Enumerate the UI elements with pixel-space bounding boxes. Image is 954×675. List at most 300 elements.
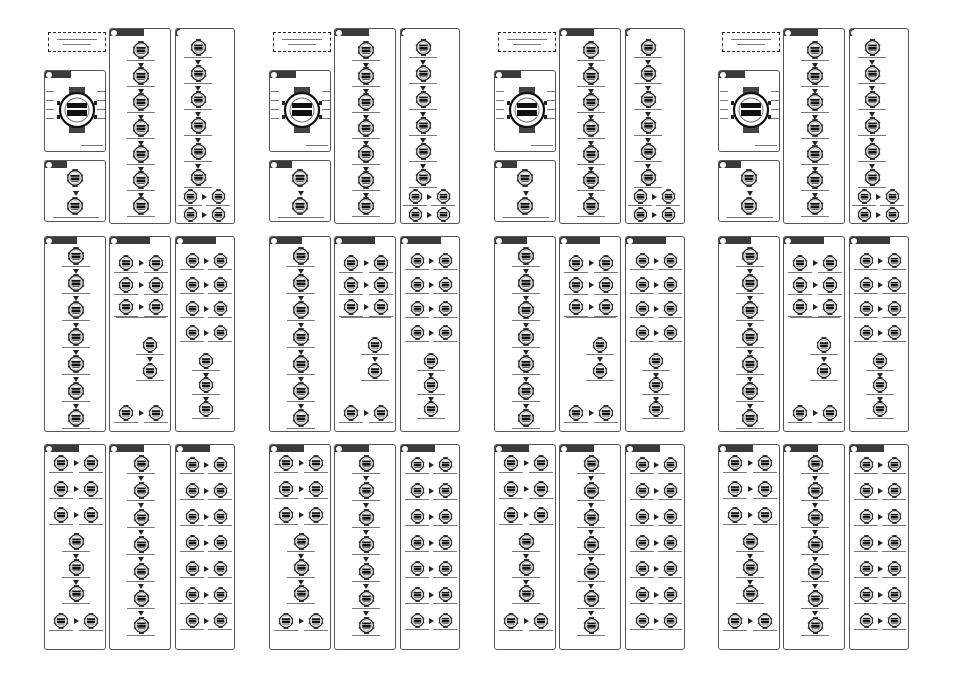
- panel-header: [45, 71, 71, 78]
- digital-watch-face-icon: [741, 328, 759, 346]
- panel-header: [495, 445, 529, 452]
- caption-line: [566, 317, 616, 318]
- digital-watch-face-icon: [358, 509, 375, 526]
- light-panel: [559, 444, 621, 650]
- caption-line: [790, 317, 840, 318]
- digital-watch-face-icon: [213, 535, 228, 550]
- arrow-right-icon: [364, 282, 369, 288]
- caption-line: [634, 187, 662, 188]
- digital-watch-face-icon: [648, 401, 664, 417]
- caption-line: [854, 603, 878, 604]
- digital-watch-face-icon: [357, 145, 375, 163]
- caption-line: [736, 320, 764, 321]
- caption-line: [723, 630, 747, 631]
- panel-number-badge: [271, 72, 277, 78]
- digital-watch-face-icon: [291, 169, 309, 187]
- caption-line: [116, 317, 166, 318]
- panel-header: [719, 71, 745, 78]
- caption-line: [720, 109, 728, 110]
- digital-watch-face-icon: [864, 39, 881, 56]
- caption-line: [282, 39, 322, 40]
- digital-watch-face-icon: [83, 455, 99, 471]
- digital-watch-face-icon: [198, 377, 214, 393]
- caption-line: [801, 86, 829, 87]
- digital-watch-face-icon: [415, 39, 432, 56]
- digital-watch-face-icon: [864, 65, 881, 82]
- digital-watch-face-icon: [864, 143, 881, 160]
- caption-line: [577, 635, 605, 636]
- arrow-down-icon: [747, 191, 753, 196]
- caption-line: [858, 161, 886, 162]
- digital-watch-face-icon: [185, 561, 200, 576]
- arrow-down-icon: [812, 530, 818, 535]
- arrow-right-icon: [748, 512, 753, 518]
- panel-header: [495, 71, 521, 78]
- panel-number-badge: [336, 30, 342, 36]
- digital-watch-face-icon: [807, 482, 824, 499]
- arrow-right-icon: [429, 540, 434, 546]
- caption-line: [564, 294, 588, 295]
- caption-line: [642, 394, 670, 395]
- arrow-right-icon: [204, 540, 209, 546]
- caption-line: [180, 577, 204, 578]
- caption-line: [736, 293, 764, 294]
- caption-line: [586, 380, 614, 381]
- caption-line: [866, 394, 894, 395]
- caption-line: [810, 380, 838, 381]
- digital-watch-face-icon: [816, 363, 832, 379]
- arrow-right-icon: [139, 260, 144, 266]
- arrow-right-icon: [813, 282, 818, 288]
- digital-watch-face-icon: [410, 509, 425, 524]
- arrow-down-icon: [588, 584, 594, 589]
- caption-line: [801, 581, 829, 582]
- caption-line: [63, 44, 91, 45]
- caption-line: [79, 472, 103, 473]
- caption-line: [801, 190, 829, 191]
- arrow-right-icon: [878, 258, 883, 264]
- arrow-right-icon: [654, 566, 659, 572]
- digital-watch-face-icon: [648, 353, 664, 369]
- digital-watch-face-icon: [292, 355, 310, 373]
- digital-watch-face-icon: [308, 507, 324, 523]
- digital-watch-face-icon: [583, 617, 600, 634]
- arrow-down-icon: [372, 357, 378, 362]
- digital-watch-face-icon: [198, 353, 214, 369]
- panel-header: [626, 445, 660, 452]
- caption-line: [858, 57, 886, 58]
- arrow-down-icon: [588, 503, 594, 508]
- panel-number-badge: [496, 446, 502, 452]
- digital-watch-face-icon: [663, 277, 678, 292]
- digital-watch-face-icon: [859, 509, 874, 524]
- caption-line: [433, 293, 457, 294]
- digital-watch-face-icon: [792, 277, 808, 293]
- digital-watch-face-icon: [292, 247, 310, 265]
- caption-line: [529, 472, 553, 473]
- caption-line: [144, 294, 168, 295]
- caption-line: [127, 112, 155, 113]
- digital-watch-face-icon: [740, 169, 758, 187]
- panel-number-badge: [271, 446, 277, 452]
- caption-line: [854, 499, 878, 500]
- caption-line: [287, 347, 315, 348]
- caption-line: [634, 161, 662, 162]
- buttons-panel: [718, 70, 780, 152]
- caption-line: [49, 498, 73, 499]
- caption-line: [656, 223, 680, 224]
- caption-line: [431, 223, 455, 224]
- caption-line: [409, 187, 437, 188]
- digital-watch-face-icon: [53, 481, 69, 497]
- buttons-panel: [44, 70, 106, 152]
- panel-number-badge: [336, 446, 342, 452]
- caption-line: [433, 551, 457, 552]
- alarm-panel: [269, 236, 331, 432]
- arrow-right-icon: [204, 592, 209, 598]
- digital-watch-face-icon: [816, 337, 832, 353]
- world-time-panel: [400, 444, 460, 650]
- caption-line: [771, 109, 779, 110]
- digital-watch-face-icon: [503, 507, 519, 523]
- digital-watch-face-icon: [438, 587, 453, 602]
- caption-line: [854, 317, 878, 318]
- caption-line: [577, 527, 605, 528]
- panel-number-badge: [46, 446, 52, 452]
- mode-panel: [44, 160, 106, 222]
- caption-line: [630, 577, 654, 578]
- panel-number-badge: [111, 238, 117, 244]
- caption-line: [271, 100, 279, 101]
- digital-watch-face-icon: [859, 301, 874, 316]
- caption-line: [79, 524, 103, 525]
- caption-line: [127, 60, 155, 61]
- digital-watch-face-icon: [517, 355, 535, 373]
- caption-line: [630, 317, 654, 318]
- digital-watch-face-icon: [83, 507, 99, 523]
- caption-line: [49, 472, 73, 473]
- caption-line: [304, 498, 328, 499]
- digital-watch-face-icon: [358, 590, 375, 607]
- digital-watch-face-icon: [410, 457, 425, 472]
- panel-header: [850, 237, 890, 244]
- panel-header: [335, 237, 375, 244]
- caption-line: [577, 164, 605, 165]
- digital-watch-face-icon: [727, 507, 743, 523]
- caption-line: [737, 44, 765, 45]
- caption-line: [46, 91, 54, 92]
- caption-line: [630, 341, 654, 342]
- caption-line: [628, 205, 652, 206]
- digital-watch-face-icon: [887, 587, 902, 602]
- caption-line: [62, 577, 90, 578]
- caption-line: [577, 86, 605, 87]
- caption-line: [127, 635, 155, 636]
- digital-watch-face-icon: [807, 563, 824, 580]
- caption-line: [753, 524, 777, 525]
- caption-line: [882, 341, 906, 342]
- caption-line: [352, 138, 380, 139]
- digital-watch-face-icon: [518, 585, 535, 602]
- caption-line: [79, 498, 103, 499]
- caption-line: [361, 354, 389, 355]
- digital-watch-face-icon: [741, 355, 759, 373]
- caption-line: [658, 525, 682, 526]
- caption-line: [512, 320, 540, 321]
- digital-watch-face-icon: [887, 277, 902, 292]
- caption-line: [496, 109, 504, 110]
- panel-number-badge: [402, 238, 408, 244]
- digital-watch-face-icon: [213, 253, 228, 268]
- caption-line: [127, 138, 155, 139]
- digital-watch-face-icon: [132, 93, 150, 111]
- chronograph-panel: [783, 236, 845, 432]
- arrow-down-icon: [363, 557, 369, 562]
- arrow-right-icon: [204, 462, 209, 468]
- arrow-down-icon: [138, 584, 144, 589]
- caption-line: [127, 527, 155, 528]
- model-label-box: [48, 32, 106, 52]
- digital-watch-face-icon: [190, 117, 207, 134]
- digital-watch-face-icon: [822, 405, 838, 421]
- digital-watch-face-icon: [438, 457, 453, 472]
- caption-line: [547, 118, 555, 119]
- digital-watch-face-icon: [806, 171, 824, 189]
- caption-line: [433, 269, 457, 270]
- digital-watch-face-icon: [185, 587, 200, 602]
- digital-watch-face-icon: [213, 457, 228, 472]
- caption-line: [409, 135, 437, 136]
- caption-line: [192, 418, 220, 419]
- caption-line: [127, 473, 155, 474]
- caption-line: [97, 109, 105, 110]
- caption-line: [801, 473, 829, 474]
- caption-line: [854, 293, 878, 294]
- panel-header: [850, 445, 884, 452]
- digital-watch-face-icon: [410, 325, 425, 340]
- caption-line: [62, 603, 90, 604]
- caption-line: [271, 91, 279, 92]
- caption-line: [880, 223, 904, 224]
- digital-watch-face-icon: [885, 207, 900, 222]
- digital-watch-face-icon: [278, 455, 294, 471]
- digital-watch-face-icon: [132, 119, 150, 137]
- digital-watch-face-icon: [633, 189, 648, 204]
- caption-line: [57, 39, 97, 40]
- caption-line: [180, 269, 204, 270]
- digital-watch-face-icon: [438, 561, 453, 576]
- digital-watch-face-icon: [358, 563, 375, 580]
- digital-watch-face-icon: [83, 481, 99, 497]
- caption-line: [788, 272, 812, 273]
- arrow-right-icon: [813, 260, 818, 266]
- caption-line: [854, 577, 878, 578]
- digital-watch-face-icon: [190, 91, 207, 108]
- arrow-down-icon: [138, 611, 144, 616]
- caption-line: [736, 577, 764, 578]
- arrow-down-icon: [363, 584, 369, 589]
- digital-watch-face-icon: [67, 247, 85, 265]
- digital-watch-face-icon: [792, 405, 808, 421]
- digital-watch-face-icon: [806, 119, 824, 137]
- caption-line: [287, 577, 315, 578]
- caption-line: [322, 118, 330, 119]
- digital-watch-face-icon: [132, 145, 150, 163]
- arrow-right-icon: [748, 460, 753, 466]
- caption-line: [322, 109, 330, 110]
- digital-watch-face-icon: [142, 337, 158, 353]
- arrow-right-icon: [429, 566, 434, 572]
- digital-watch-face-icon: [408, 207, 423, 222]
- caption-line: [136, 354, 164, 355]
- digital-watch-face-icon: [53, 507, 69, 523]
- caption-line: [577, 581, 605, 582]
- alarm-panel: [494, 236, 556, 432]
- digital-watch-face-icon: [423, 353, 439, 369]
- digital-watch-face-icon: [185, 325, 200, 340]
- digital-watch-face-icon: [438, 483, 453, 498]
- arrow-right-icon: [654, 462, 659, 468]
- digital-watch-face-icon: [133, 482, 150, 499]
- caption-line: [499, 630, 523, 631]
- caption-line: [405, 551, 429, 552]
- digital-watch-face-icon: [358, 617, 375, 634]
- digital-watch-face-icon: [183, 189, 198, 204]
- caption-line: [287, 551, 315, 552]
- caption-line: [630, 499, 654, 500]
- digital-watch-face-icon: [806, 41, 824, 59]
- caption-line: [352, 500, 380, 501]
- digital-watch-face-icon: [373, 299, 389, 315]
- digital-watch-face-icon: [308, 613, 324, 629]
- arrow-down-icon: [138, 530, 144, 535]
- digital-watch-face-icon: [822, 299, 838, 315]
- caption-line: [62, 320, 90, 321]
- panel-header: [110, 237, 150, 244]
- digital-watch-face-icon: [582, 171, 600, 189]
- digital-watch-face-icon: [436, 207, 451, 222]
- panel-number-badge: [627, 30, 633, 36]
- digital-watch-face-icon: [148, 299, 164, 315]
- caption-line: [180, 341, 204, 342]
- digital-watch-face-icon: [640, 39, 657, 56]
- digital-watch-face-icon: [148, 277, 164, 293]
- digital-watch-face-icon: [885, 189, 900, 204]
- panel-number-badge: [561, 238, 567, 244]
- caption-line: [634, 109, 662, 110]
- caption-line: [46, 109, 54, 110]
- light-panel: [109, 444, 171, 650]
- digital-watch-face-icon: [185, 613, 200, 628]
- caption-line: [62, 551, 90, 552]
- arrow-right-icon: [813, 304, 818, 310]
- panel-number-badge: [720, 72, 726, 78]
- digital-watch-face-icon: [635, 457, 650, 472]
- caption-line: [433, 629, 457, 630]
- arrow-right-icon: [876, 194, 881, 200]
- digital-watch-face-icon: [592, 337, 608, 353]
- digital-watch-face-icon: [133, 509, 150, 526]
- digital-watch-face-icon: [887, 457, 902, 472]
- caption-line: [882, 603, 906, 604]
- arrow-right-icon: [364, 410, 369, 416]
- caption-line: [810, 354, 838, 355]
- digital-watch-face-icon: [517, 274, 535, 292]
- digital-watch-face-icon: [133, 563, 150, 580]
- world-time-panel: [625, 444, 685, 650]
- caption-line: [352, 608, 380, 609]
- digital-watch-face-icon: [757, 455, 773, 471]
- digital-watch-face-icon: [292, 301, 310, 319]
- caption-line: [369, 272, 393, 273]
- caption-line: [62, 266, 90, 267]
- digital-watch-face-icon: [53, 455, 69, 471]
- digital-watch-face-icon: [357, 41, 375, 59]
- panel-header: [45, 445, 79, 452]
- countdown-panel: [400, 236, 460, 432]
- digital-watch-face-icon: [185, 253, 200, 268]
- digital-watch-face-icon: [533, 507, 549, 523]
- digital-watch-face-icon: [68, 559, 85, 576]
- caption-line: [854, 551, 878, 552]
- panel-number-badge: [46, 162, 52, 168]
- digital-watch-face-icon: [741, 274, 759, 292]
- digital-watch-face-icon: [185, 457, 200, 472]
- digital-watch-face-icon: [293, 533, 310, 550]
- caption-line: [882, 269, 906, 270]
- caption-line: [531, 145, 553, 146]
- caption-line: [788, 294, 812, 295]
- panel-header: [45, 237, 77, 244]
- digital-watch-face-icon: [291, 197, 309, 215]
- digital-watch-face-icon: [67, 301, 85, 319]
- panel-number-badge: [720, 446, 726, 452]
- panel-number-badge: [402, 30, 408, 36]
- caption-line: [496, 91, 504, 92]
- digital-watch-face-icon: [132, 41, 150, 59]
- caption-line: [858, 135, 886, 136]
- digital-watch-face-icon: [148, 405, 164, 421]
- digital-watch-face-icon: [517, 301, 535, 319]
- digital-watch-face-icon: [343, 255, 359, 271]
- arrow-right-icon: [878, 514, 883, 520]
- arrow-down-icon: [597, 357, 603, 362]
- digital-watch-face-icon: [438, 535, 453, 550]
- digital-watch-face-icon: [859, 535, 874, 550]
- caption-line: [322, 91, 330, 92]
- digital-watch-face-icon: [859, 613, 874, 628]
- caption-line: [512, 293, 540, 294]
- digital-watch-face-icon: [438, 277, 453, 292]
- caption-line: [208, 603, 232, 604]
- digital-watch-face-icon: [185, 509, 200, 524]
- panel-number-badge: [627, 446, 633, 452]
- digital-watch-face-icon: [872, 377, 888, 393]
- arrow-right-icon: [654, 258, 659, 264]
- watch-diagram-icon: [279, 87, 325, 133]
- digital-watch-face-icon: [410, 535, 425, 550]
- digital-watch-face-icon: [663, 301, 678, 316]
- caption-line: [62, 293, 90, 294]
- arrow-right-icon: [74, 460, 79, 466]
- caption-line: [512, 401, 540, 402]
- caption-line: [801, 635, 829, 636]
- digital-watch-face-icon: [213, 483, 228, 498]
- digital-watch-face-icon: [213, 509, 228, 524]
- arrow-down-icon: [73, 191, 79, 196]
- digital-watch-face-icon: [887, 561, 902, 576]
- countdown-panel: [625, 236, 685, 432]
